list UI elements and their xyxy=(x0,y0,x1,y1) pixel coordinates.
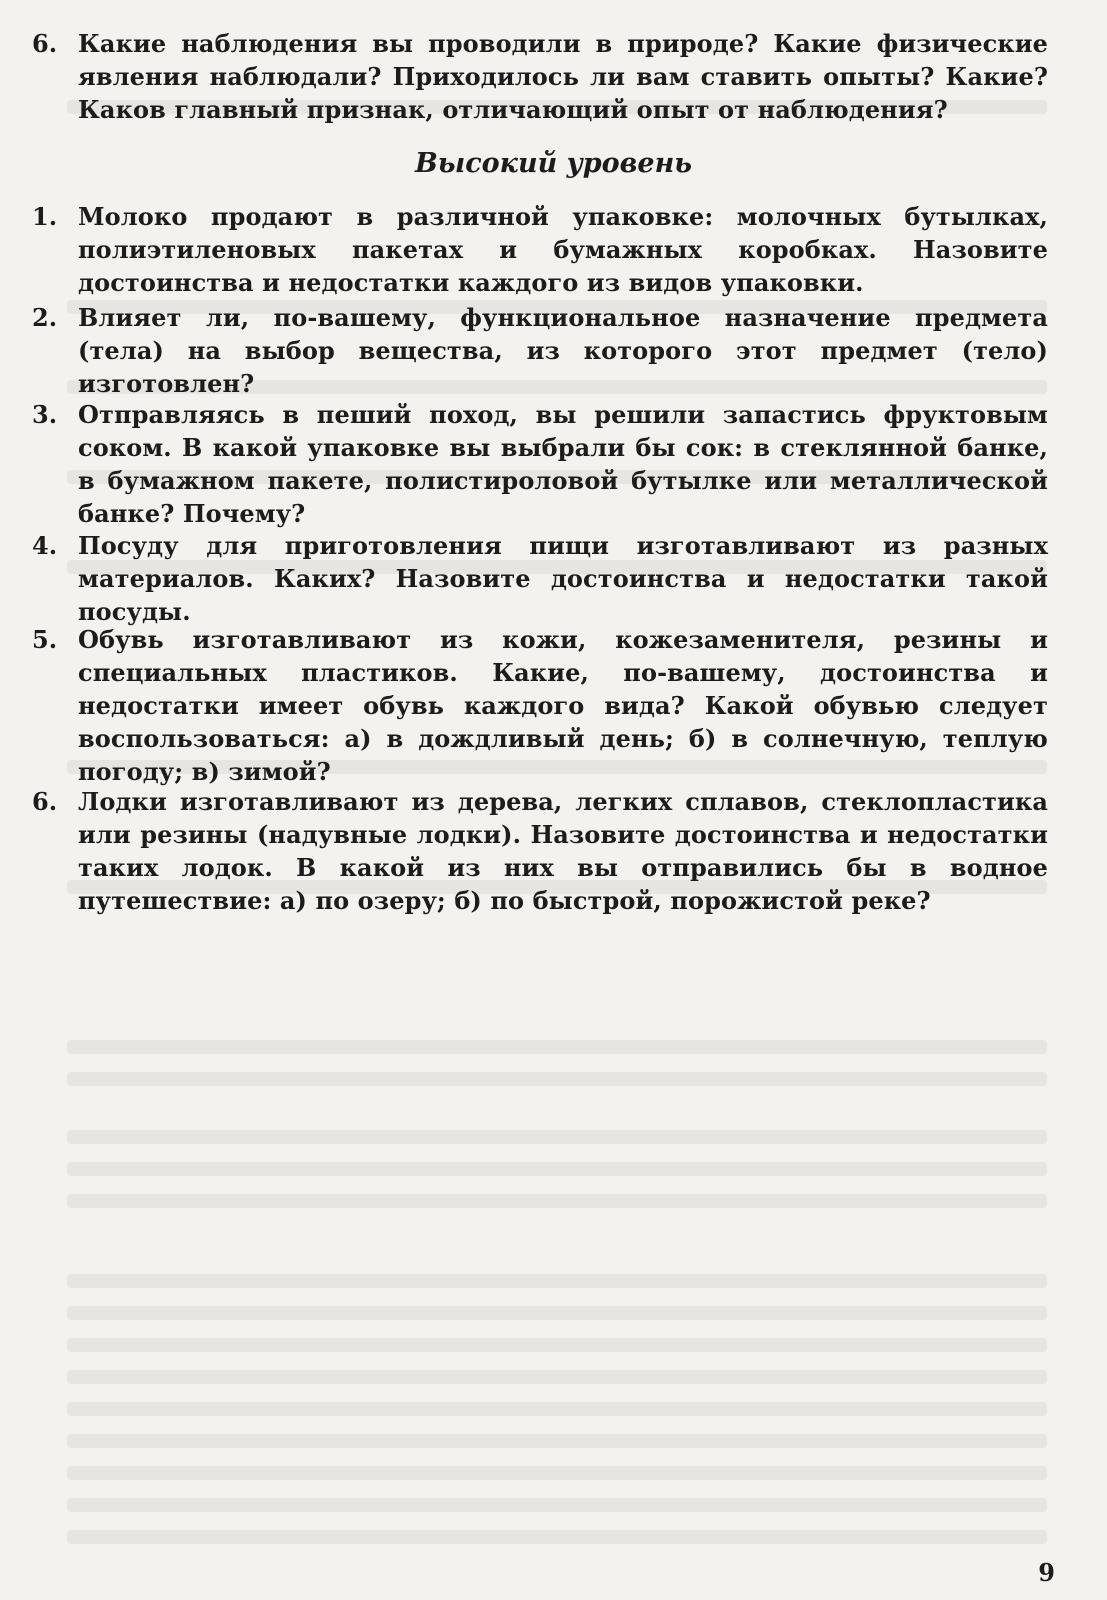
question-text: Обувь изготавливают из кожи, кожезаменителя, резины и специальных пластиков. Какие, по-вашему, достоинства и недостатки имеет обувь каждого вида? Какой обувью следует воспользоваться: а) в дождливый день; б) в солнечную, теплую погоду; в) зимой? xyxy=(78,625,1048,786)
question-number: 6. xyxy=(32,787,58,816)
question-number: 2. xyxy=(32,303,58,332)
question-text: Лодки изготавливают из дерева, легких сплавов, стеклопластика или резины (надувные лодки). Назовите достоинства и недостатки таких лодок. В какой из них вы отправились бы в водное путешествие: а) по озеру; б) по быстрой, порожистой реке? xyxy=(78,787,1048,915)
question-text: Влияет ли, по-вашему, функциональное назначение предмета (тела) на выбор вещества, из которого этот предмет (тело) изготовлен? xyxy=(78,303,1048,398)
question-number: 5. xyxy=(32,625,58,654)
section-heading: Высокий уровень xyxy=(414,148,693,179)
question-number: 3. xyxy=(32,400,58,429)
question-text: Молоко продают в различной упаковке: молочных бутылках, полиэтиленовых пакетах и бумажных коробках. Назовите достоинства и недостатки каждого из видов упаковки. xyxy=(78,202,1048,297)
question-number: 4. xyxy=(32,531,58,560)
page-number: 9 xyxy=(1038,1558,1055,1587)
question-text: Отправляясь в пеший поход, вы решили запастись фруктовым соком. В какой упаковке вы выбрали бы сок: в стеклянной банке, в бумажном пакете, полистироловой бутылке или металлической банке? Почему? xyxy=(78,400,1048,528)
question-text: Посуду для приготовления пищи изготавливают из разных материалов. Каких? Назовите достоинства и недостатки такой посуды. xyxy=(78,531,1048,626)
question-text: Какие наблюдения вы проводили в природе? Какие физические явления наблюдали? Приходилось ли вам ставить опыты? Какие? Каков главный признак, отличающий опыт от наблюдения? xyxy=(78,29,1048,124)
question-number: 6. xyxy=(32,29,58,58)
question-number: 1. xyxy=(32,202,58,231)
